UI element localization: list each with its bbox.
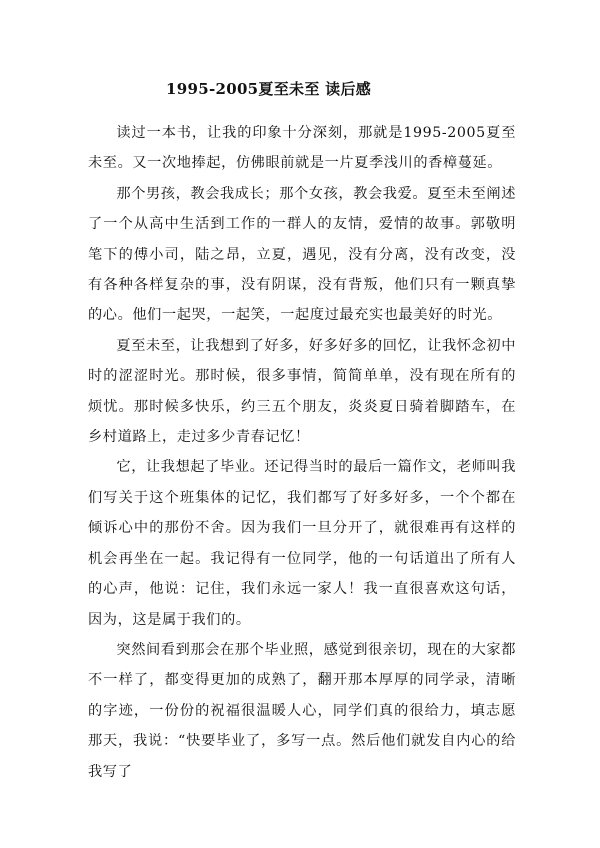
paragraph: 它，让我想起了毕业。还记得当时的最后一篇作文，老师叫我们写关于这个班集体的记忆，我们都写了好多好多，一个个都在倾诉心中的那份不舍。因为我们一旦分开了，就很难再有这样的机会再坐在一起。我记得有一位同学，他的一句话道出了所有人的心声，他说：记住，我们永远一家人！我一直很喜欢这句话，因为，这是属于我们的。 — [88, 459, 516, 628]
document-body — [88, 118, 516, 787]
paragraph: 夏至未至，让我想到了好多，好多好多的回忆，让我怀念初中时的涩涩时光。那时候，很多事情，简简单单，没有现在所有的烦忧。那时候多快乐，约三五个朋友，炎炎夏日骑着脚踏车，在乡村道路上，走过多少青春记忆！ — [88, 337, 516, 446]
document-title: 1995-2005夏至未至 读后感 — [166, 80, 372, 98]
paragraph: 读过一本书，让我的印象十分深刻，那就是1995-2005夏至未至。又一次地捧起，仿佛眼前就是一片夏季浅川的香樟蔓延。 — [88, 125, 516, 172]
paragraph: 突然间看到那会在那个毕业照，感觉到很亲切，现在的大家都不一样了，都变得更加的成熟了，翻开那本厚厚的同学录，清晰的字迹，一份份的祝福很温暖人心，同学们真的很给力，填志愿那天，我说：“快要毕业了，多写一点。然后他们就发自内心的给我写了 — [88, 641, 516, 780]
paragraph: 那个男孩，教会我成长；那个女孩，教会我爱。夏至未至阐述了一个从高中生活到工作的一群人的友情，爱情的故事。郭敬明笔下的傅小司，陆之昂，立夏，遇见，没有分离，没有改变，没有各种各样复杂的事，没有阴谋，没有背叛，他们只有一颗真挚的心。他们一起哭，一起笑，一起度过最充实也最美好的时光。 — [88, 185, 516, 324]
